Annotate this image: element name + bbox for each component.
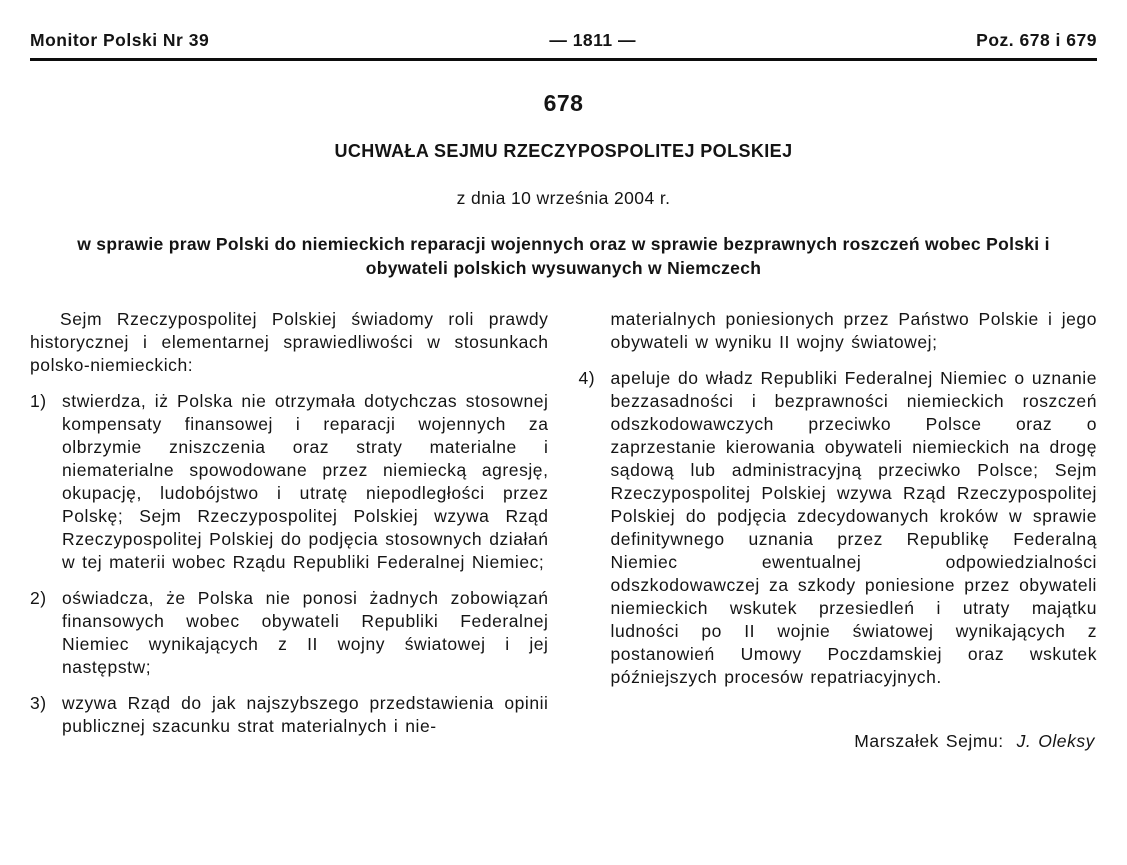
act-date: z dnia 10 września 2004 r. xyxy=(456,188,671,208)
list-text: stwierdza, iż Polska nie otrzymała dotychczas stosownej kompensaty finansowej i reparacji wojennych za olbrzymie zniszczenia oraz straty materialne i niematerialne spowodowane przez niemiecką agresję, okupację, ludobójstwo i utratę niepodległości przez Polskę; Sejm Rzeczypospolitej Polskiej wzywa Rząd Rzeczypospolitej Polskiej do podjęcia stosownych działań w tej materii wobec Rządu Republiki Federalnej Niemiec; xyxy=(62,391,549,572)
list-text: wzywa Rząd do jak najszybszego przedstawienia opinii publicznej szacunku strat materialnych i nie- xyxy=(62,693,549,736)
list-item-2 xyxy=(30,587,549,679)
signature-role: Marszałek Sejmu: xyxy=(854,731,1004,751)
list-item-1 xyxy=(30,390,549,574)
signature-line xyxy=(579,730,1098,753)
act-title: UCHWAŁA SEJMU RZECZYPOSPOLITEJ POLSKIEJ xyxy=(334,141,793,161)
list-marker: 1) xyxy=(30,391,47,411)
right-column xyxy=(579,308,1098,753)
list-marker: 4) xyxy=(578,368,596,388)
intro-paragraph: Sejm Rzeczypospolitej Polskiej świadomy roli prawdy historycznej i elementarnej sprawiedliwości w stosunkach polsko-niemieckich: xyxy=(30,309,549,375)
signature-name: J. Oleksy xyxy=(1016,731,1095,751)
running-head xyxy=(0,0,1127,51)
body-columns xyxy=(0,280,1127,753)
list-item-3 xyxy=(30,692,549,738)
list-item-3-continuation xyxy=(579,308,1098,354)
list-marker xyxy=(579,308,611,354)
item-positions: Poz. 678 i 679 xyxy=(976,30,1097,50)
act-number: 678 xyxy=(543,90,584,116)
list-text: apeluje do władz Republiki Federalnej Niemiec o uznanie bezzasadności i bezprawności niemieckich roszczeń odszkodowawczych przeciwko Polsce oraz o zaprzestanie kierowania obywateli niemieckich na drogę sądową lub administracyjną przeciwko Polsce; Sejm Rzeczypospolitej Polskiej wzywa Rząd Rzeczypospolitej Polskiej do podjęcia zdecydowanych kroków w sprawie definitywnego uznania przez Republikę Federalną Niemiec ewentualnej odpowiedzialności odszkodowawczej za szkody poniesione przez obywateli niemieckich wskutek przesiedleń i utraty majątku ludności po II wojnie światowej wynikających z postanowień Umowy Poczdamskiej oraz wskutek późniejszych procesów repatriacyjnych. xyxy=(610,368,1097,687)
list-item-4 xyxy=(579,367,1098,689)
list-text: materialnych poniesionych przez Państwo Polskie i jego obywateli w wyniku II wojny światowej; xyxy=(610,309,1097,352)
page-number: — 1811 — xyxy=(549,30,637,50)
header-rule xyxy=(30,58,1097,61)
journal-name: Monitor Polski Nr 39 xyxy=(30,30,210,50)
act-subject: w sprawie praw Polski do niemieckich reparacji wojennych oraz w sprawie bezprawnych roszczeń wobec Polski i obywateli polskich wysuwanych w Niemczech xyxy=(77,234,1050,278)
left-column xyxy=(30,308,549,753)
list-marker: 2) xyxy=(30,588,47,608)
list-text: oświadcza, że Polska nie ponosi żadnych zobowiązań finansowych wobec obywateli Republiki Federalnej Niemiec wynikających z II wojny światowej i jej następstw; xyxy=(62,588,549,677)
list-marker: 3) xyxy=(30,693,47,713)
